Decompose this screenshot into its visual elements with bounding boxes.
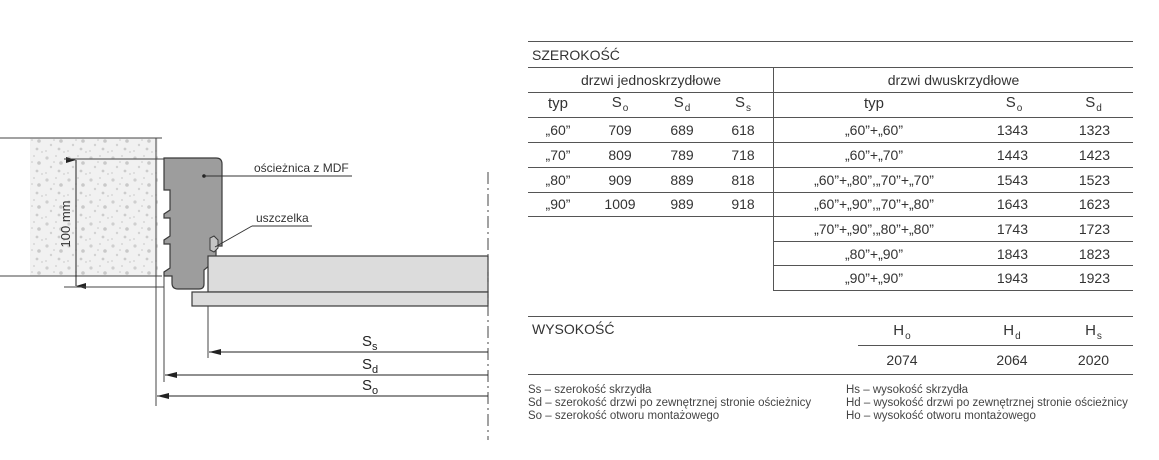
door-leaf (208, 256, 488, 292)
cell-ss: 918 (731, 196, 755, 212)
cell-typ: „90”+„90” (845, 270, 903, 286)
cell-so: 1543 (996, 172, 1028, 188)
cell-so: 1009 (604, 196, 636, 212)
cell-so: 1943 (996, 270, 1028, 286)
legend-sd: Sd – szerokość drzwi po zewnętrznej stronie ościeżnicy (528, 397, 812, 409)
cell-sd: 1923 (1078, 270, 1110, 286)
cell-sd: 689 (670, 122, 694, 138)
cell-ss: 618 (731, 122, 755, 138)
double-col-header-so: $S_o$ (1005, 94, 1023, 114)
dimension-label-so: $S_o$ (362, 377, 379, 397)
single-col-header-sd: $S_d$ (673, 94, 691, 114)
door-frame-cross-section (0, 0, 500, 460)
cell-ss: 818 (731, 172, 755, 188)
double-leaf-group-header: drzwi dwuskrzydłowe (887, 72, 1020, 88)
cell-so: 809 (608, 147, 632, 163)
legend-ho: Ho – wysokość otworu montażowego (846, 410, 1036, 422)
cell-typ: „70”+„90”,„80”+„80” (814, 221, 934, 237)
cell-sd: 1623 (1078, 196, 1110, 212)
cell-so: 909 (608, 172, 632, 188)
cell-so: 1443 (996, 147, 1028, 163)
cell-so: 709 (608, 122, 632, 138)
cell-typ: „60”+„70” (845, 147, 903, 163)
height-value-ho: 2074 (886, 352, 918, 368)
cell-so: 1343 (996, 122, 1028, 138)
legend-ss: Ss – szerokość skrzydła (528, 384, 652, 396)
double-col-header-sd: $S_d$ (1085, 94, 1102, 114)
double-col-header-typ: typ (863, 95, 884, 112)
cell-sd: 989 (670, 196, 694, 212)
dimension-label-sd: $S_d$ (362, 356, 379, 376)
height-value-hd: 2064 (996, 352, 1028, 368)
wall-thickness-label: 100 mm (58, 200, 73, 248)
cell-sd: 889 (670, 172, 694, 188)
frame-label: ościeżnica z MDF (254, 161, 349, 175)
cell-so: 1743 (996, 221, 1028, 237)
cell-so: 1643 (996, 196, 1028, 212)
seal-label: uszczelka (256, 211, 309, 225)
cell-sd: 1523 (1078, 172, 1110, 188)
cell-sd: 1423 (1078, 147, 1110, 163)
cell-typ: „80”+„90” (845, 246, 903, 262)
cell-sd: 1723 (1078, 221, 1110, 237)
seal-profile (210, 236, 218, 252)
height-col-header-ho: $H_o$ (893, 322, 911, 342)
cell-typ: „60”+„90”,„70”+„80” (814, 196, 934, 212)
cell-typ: „60”+„60” (845, 122, 903, 138)
height-col-header-hd: $H_d$ (1003, 322, 1021, 342)
single-col-header-ss: $S_s$ (734, 94, 751, 114)
legend-hd: Hd – wysokość drzwi po zewnętrznej stronie ościeżnicy (846, 397, 1128, 409)
cell-so: 1843 (996, 246, 1028, 262)
door-leaf-rebate (192, 292, 488, 306)
height-col-header-hs: $H_s$ (1085, 322, 1102, 342)
legend-so: So – szerokość otworu montażowego (528, 410, 720, 422)
single-col-header-typ: typ (547, 95, 568, 112)
height-value-hs: 2020 (1077, 352, 1110, 368)
single-leaf-group-header: drzwi jednoskrzydłowe (580, 72, 722, 88)
cell-typ: „90” (545, 196, 571, 212)
cell-ss: 718 (731, 147, 755, 163)
cell-typ: „60”+„80”,„70”+„70” (814, 172, 934, 188)
cell-sd: 1323 (1078, 122, 1110, 138)
cell-sd: 1823 (1078, 246, 1110, 262)
cell-sd: 789 (670, 147, 694, 163)
dimension-label-ss: $S_s$ (362, 333, 378, 353)
cell-typ: „80” (545, 172, 571, 188)
legend-hs: Hs – wysokość skrzydła (846, 384, 969, 396)
cell-typ: „70” (545, 147, 571, 163)
width-table-title: SZEROKOŚĆ (532, 47, 620, 63)
height-table-title: WYSOKOŚĆ (532, 321, 615, 337)
cell-typ: „60” (545, 122, 571, 138)
single-col-header-so: $S_o$ (611, 94, 629, 114)
